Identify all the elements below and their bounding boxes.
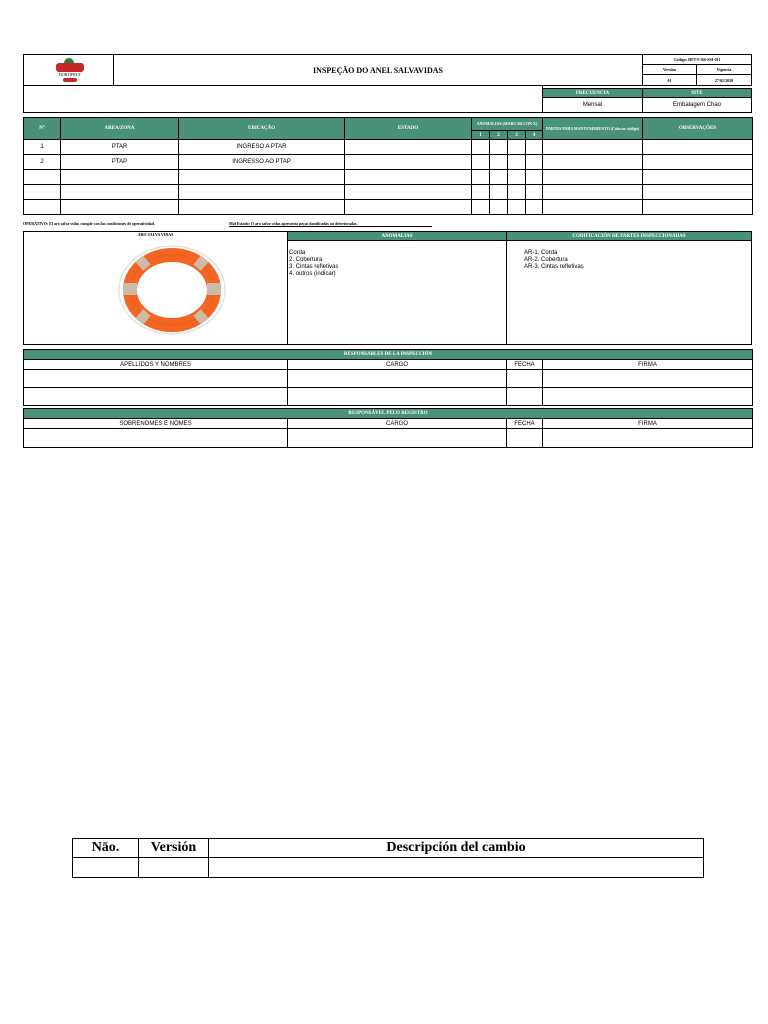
validity-label: Vigencia [716,67,732,72]
frequency-label: FRECUENCIA [575,91,610,96]
anomaly-num-1: 1 [472,131,490,140]
company-logo [50,58,90,84]
anomaly-check[interactable] [472,155,490,170]
anomalies-title: ANOMALIAS [381,234,413,239]
header-logo-cell [23,54,114,86]
bad-state-note: Mal Estado: O aro salva vidas apresenta peças danificadas ou deterioradas. [229,221,432,227]
changes-col-description: Descripción del cambio [209,839,704,858]
logo-shape [56,63,84,72]
site-value: Embalagem Chao [672,102,722,108]
row-area: PTAP [61,155,179,170]
row-location: INGRESO A PTAR [179,140,345,155]
table-row [24,429,753,448]
list-item: 3. Cintas refletivas [289,264,339,270]
firma-header: FIRMA [543,360,753,370]
version-value-cell [642,74,697,86]
anomaly-num-2: 2 [490,131,508,140]
row-number: 1 [24,140,61,155]
fecha-header: FECHA [507,419,543,429]
responsibles-table [23,349,753,406]
list-item: AR-2. Cobertura [524,257,568,263]
list-item: Corda [289,250,306,256]
version-label: Versión [663,67,676,72]
list-item: AR-1. Corda [524,250,558,256]
registry-table [23,408,753,448]
names-header: APELLIDOS Y NOMBRES [24,360,288,370]
col-n: N° [24,118,61,140]
frequency-value-cell [542,97,643,113]
header-title-cell [113,54,643,86]
validity-value: 27/02/2020 [714,78,734,83]
row-status[interactable] [345,140,472,155]
anomaly-check[interactable] [490,140,508,155]
anomaly-check[interactable] [526,140,543,155]
table-row [24,155,753,170]
names-header: SOBRENOMES E NOMES [24,419,288,429]
anomaly-num-3: 3 [508,131,526,140]
table-row [24,200,753,215]
validity-value-cell [696,74,752,86]
row-location: INGRESSO AO PTAP [179,155,345,170]
site-value-cell [642,97,752,113]
table-row [24,140,753,155]
row-observations[interactable] [643,155,753,170]
frequency-blank-area [23,85,543,113]
aro-title: ARO SALVA VIDAS [137,232,174,237]
document-code: Código: HFT-F-BS-SSI-011 [673,57,721,62]
life-ring-image [116,243,228,338]
table-row [24,370,753,388]
row-observations[interactable] [643,140,753,155]
operative-note: OPERATIVO: El aro salva vidas cumple con las condiciones de operatividad. [23,221,155,226]
logo-base [63,78,77,82]
anomaly-check[interactable] [472,140,490,155]
changes-table [72,838,704,878]
cargo-header: CARGO [288,360,507,370]
registry-title: RESPONSÁVEL PELO REGISTRO [24,409,753,419]
col-status: ESTADO [345,118,472,140]
responsibles-title: RESPONSABLES DE LA INSPECCIÓN [24,350,753,360]
row-parts[interactable] [543,140,643,155]
anomaly-check[interactable] [526,155,543,170]
list-item: AR-3. Cintas refletivas [524,264,584,270]
col-location: UBICAÇÃO [179,118,345,140]
anomaly-check[interactable] [490,155,508,170]
codes-list [524,250,584,271]
company-name: HORTIFRUT [58,72,82,77]
row-parts[interactable] [543,155,643,170]
table-row [24,388,753,406]
row-number: 2 [24,155,61,170]
table-row [24,185,753,200]
anomaly-check[interactable] [508,140,526,155]
codes-title: CODIFICACIÓN DE PARTES INSPECCIONADAS [572,234,686,239]
fecha-header: FECHA [507,360,543,370]
firma-header: FIRMA [543,419,753,429]
col-observations: OBSERVAÇÕES [643,118,753,140]
page-title: INSPEÇÃO DO ANEL SALVAVIDAS [313,66,443,75]
table-row [73,858,704,878]
row-area: PTAR [61,140,179,155]
anomalies-list [289,250,338,278]
list-item: 4. outros (indicar) [289,271,336,277]
version-value: 01 [667,78,672,83]
col-anomalies: ANOMALIAS (MARCAR CON X) [472,118,543,131]
col-parts: PARTES PARA MANTENIMIENTO (Colocar código) [543,118,643,140]
anomaly-num-4: 4 [526,131,543,140]
row-status[interactable] [345,155,472,170]
cargo-header: CARGO [288,419,507,429]
table-row [24,170,753,185]
inspection-table [23,117,753,215]
site-label: SITE [691,91,703,96]
list-item: 2. Cobertura [289,257,323,263]
frequency-value: Mensal [582,102,603,108]
changes-col-version: Versión [139,839,209,858]
anomaly-check[interactable] [508,155,526,170]
changes-col-no: Nāo. [73,839,139,858]
col-area: AREA/ZONA [61,118,179,140]
